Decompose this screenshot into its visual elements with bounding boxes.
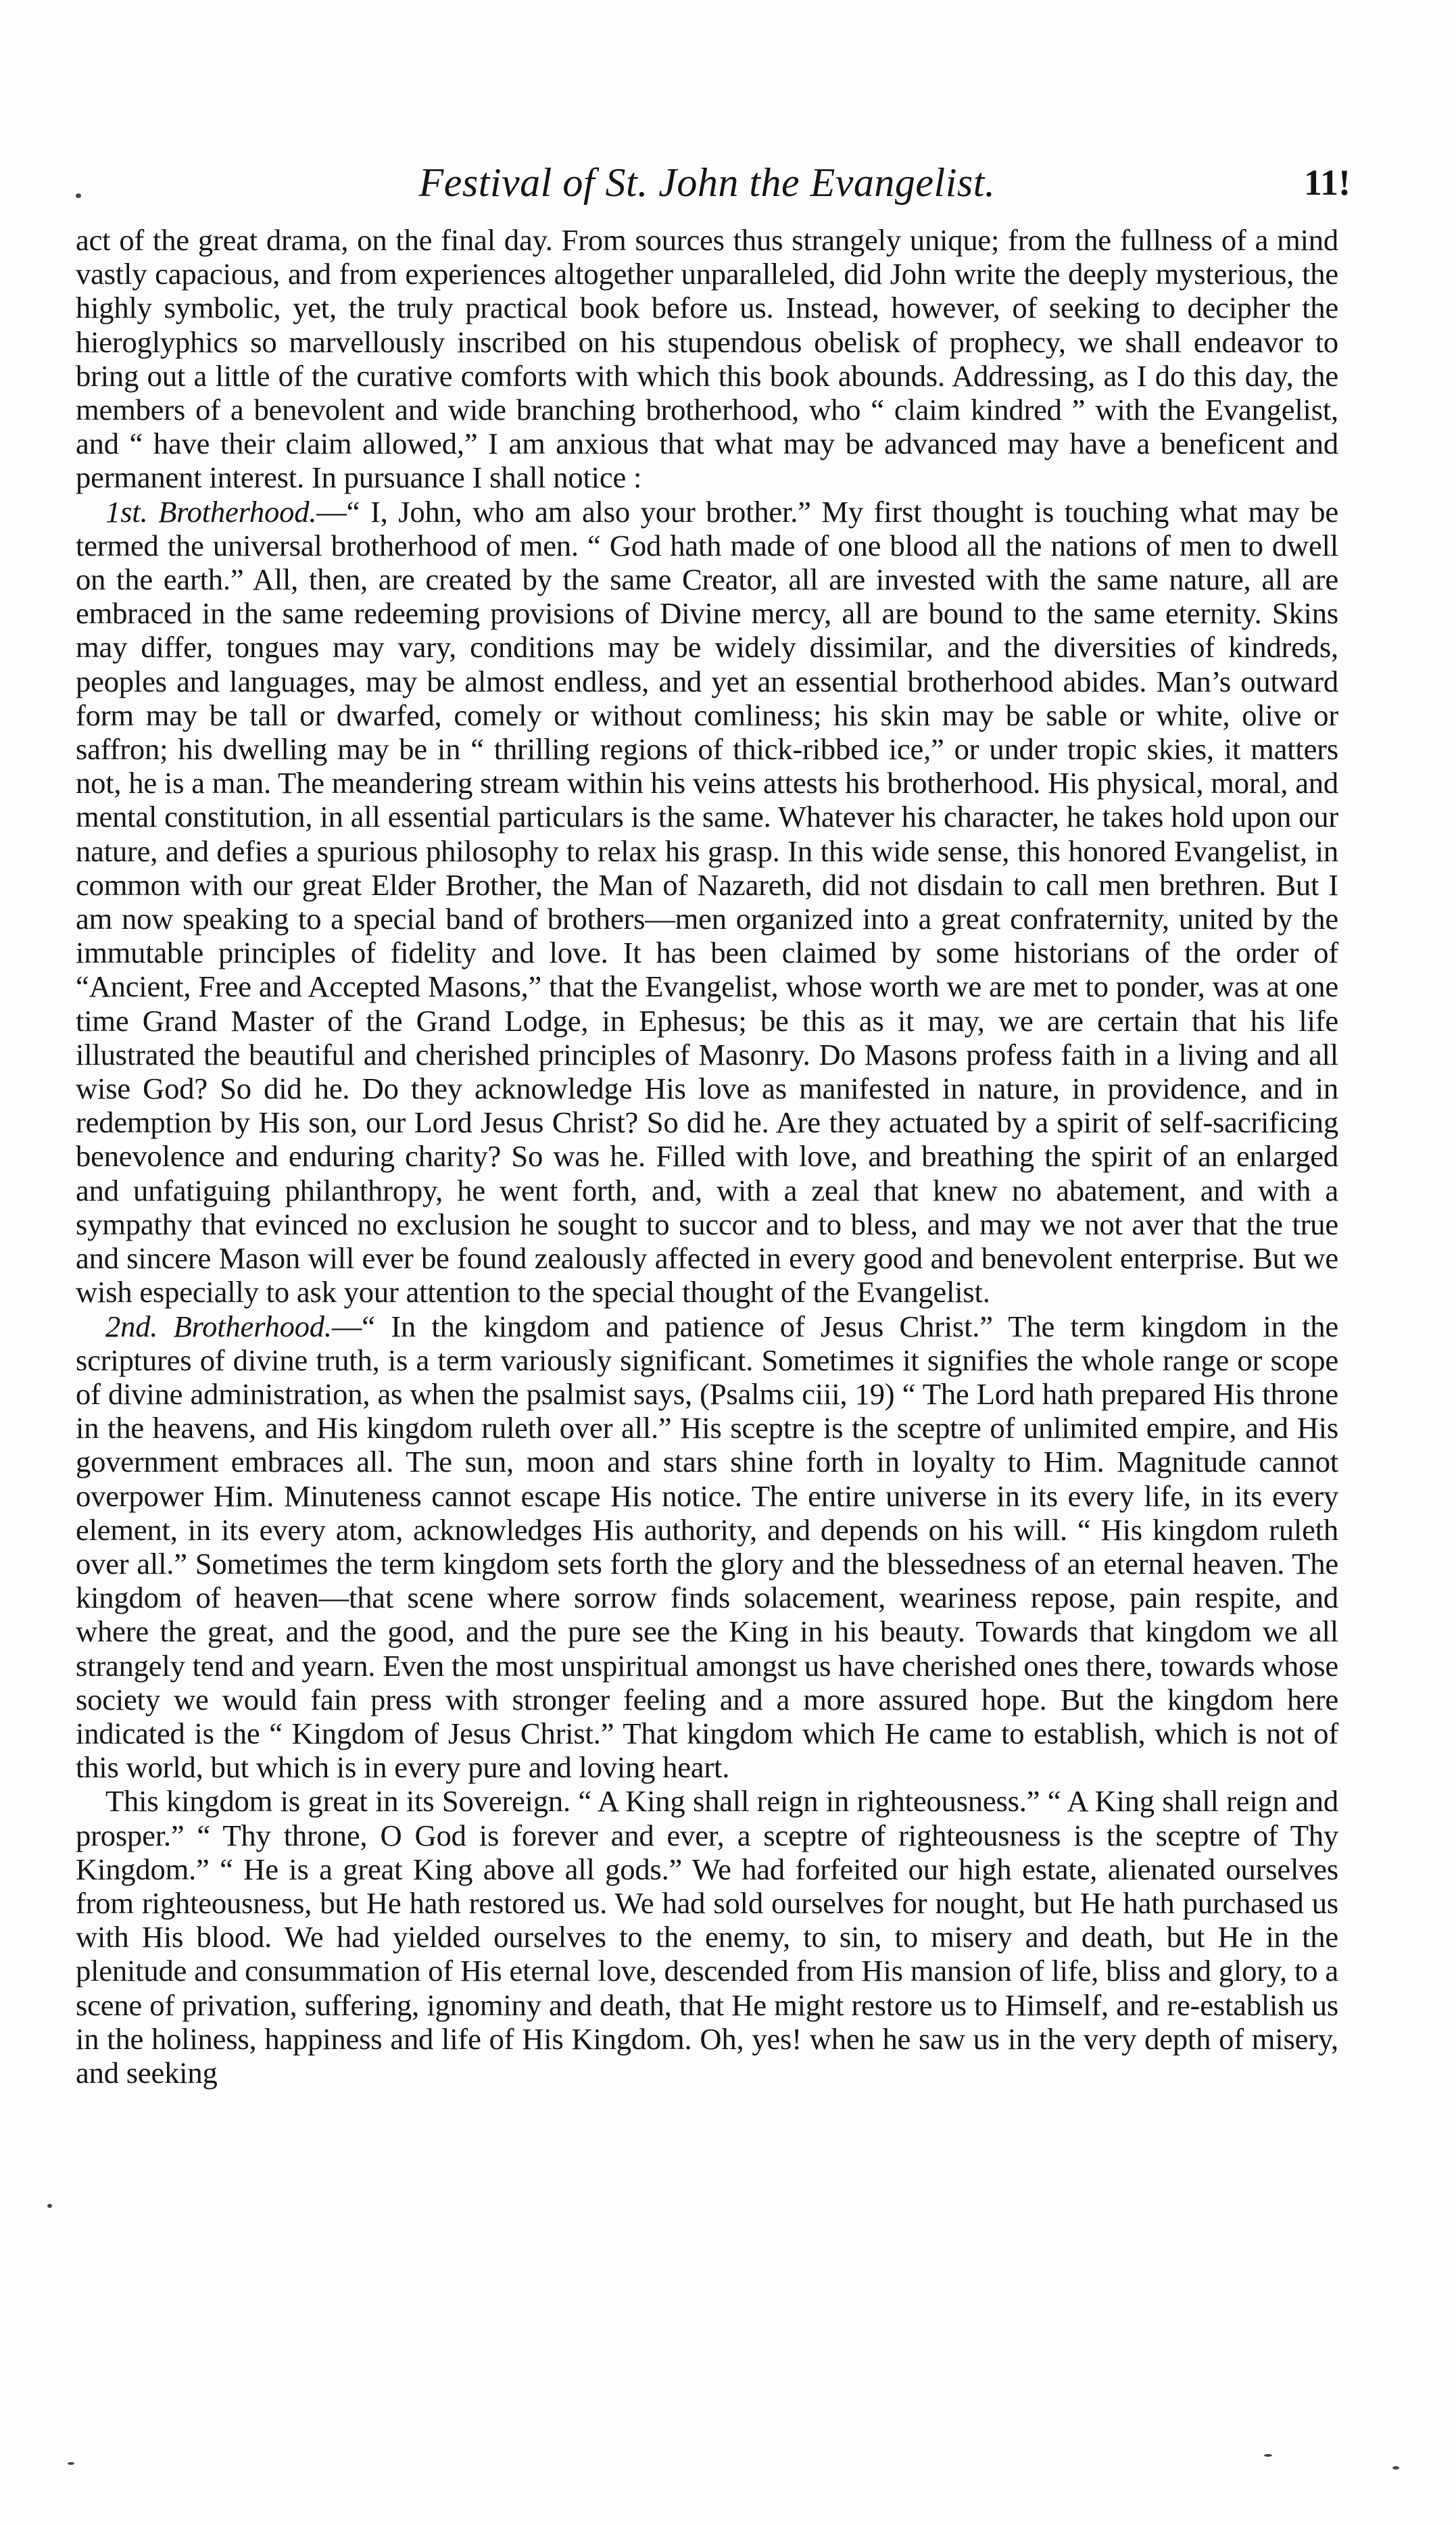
body-text <box>76 223 1338 2090</box>
section-label-brotherhood-2: 2nd. Brotherhood. <box>105 1309 332 1343</box>
running-title: Festival of St. John the Evangelist. <box>418 160 996 205</box>
ink-speck <box>68 2462 74 2465</box>
section-label-brotherhood-1: 1st. Brotherhood. <box>105 494 317 529</box>
paragraph-1 <box>76 223 1338 495</box>
paragraph-3 <box>76 1309 1338 1785</box>
paragraph-text: act of the great drama, on the final day. From sources thus strangely unique; from the fullness of a mind vastly capacious, and from experiences altogether unparalleled, did John write the deeply mysterious, the highly symbolic, yet, the truly practical book before us. Instead, however, of seeking to decipher the hieroglyphics so marvellously inscribed on his stupendous obelisk of prophecy, we shall endeavor to bring out a little of the curative comforts with which this book abounds. Addressing, as I do this day, the members of a benevolent and wide branching brotherhood, who “ claim kindred ” with the Evangelist, and “ have their claim allowed,” I am anxious that what may be advanced may have a beneficent and permanent interest. In pursuance I shall notice : <box>76 223 1338 495</box>
ink-speck <box>1392 2466 1399 2470</box>
paragraph-text: —“ I, John, who am also your brother.” My first thought is touching what may be termed the universal brotherhood of men. “ God hath made of one blood all the nations of men to dwell on the earth.” All, then, are created by the same Creator, all are invested with the same nature, all are embraced in the same redeeming provisions of Divine mercy, all are bound to the same eternity. Skins may differ, tongues may vary, conditions may be widely dissimilar, and the diversities of kindreds, peoples and languages, may be almost endless, and yet an essential brotherhood abides. Man’s outward form may be tall or dwarfed, comely or without comliness; his skin may be sable or white, olive or saffron; his dwelling may be in “ thrilling regions of thick-ribbed ice,” or under tropic skies, it matters not, he is a man. The meandering stream within his veins attests his brotherhood. His physical, moral, and mental constitution, in all essential particulars is the same. Whatever his character, he takes hold upon our nature, and defies a spurious philosophy to relax his grasp. In this wide sense, this honored Evangelist, in common with our great Elder Brother, the Man of Nazareth, did not disdain to call men brethren. But I am now speaking to a special band of brothers—men organized into a great confraternity, united by the immutable principles of fidelity and love. It has been claimed by some historians of the order of “Ancient, Free and Accepted Masons,” that the Evangelist, whose worth we are met to ponder, was at one time Grand Master of the Grand Lodge, in Ephesus; be this as it may, we are certain that his life illustrated the beautiful and cherished principles of Masonry. Do Masons profess faith in a living and all wise God? So did he. Do they acknowledge His love as manifested in nature, in providence, and in redemption by His son, our Lord Jesus Christ? So did he. Are they actuated by a spirit of self-sacrificing benevolence and enduring charity? So was he. Filled with love, and breathing the spirit of an enlarged and unfatiguing philanthropy, he went forth, and, with a zeal that knew no abatement, and with a sympathy that evinced no exclusion he sought to succor and to bless, and may we not aver that the true and sincere Mason will ever be found zealously affected in every good and benevolent enterprise. But we wish especially to ask your attention to the special thought of the Evangelist. <box>76 494 1338 1309</box>
book-page <box>76 155 1351 2090</box>
ink-speck <box>1264 2454 1272 2457</box>
paragraph-text: This kingdom is great in its Sovereign. “ A King shall reign in righteousness.” “ A King shall reign and prosper.” “ Thy throne, O God is forever and ever, a sceptre of righteousness is the sceptre of Thy Kingdom.” “ He is a great King above all gods.” We had forfeited our high estate, alienated ourselves from righteousness, but He hath restored us. We had sold ourselves for nought, but He hath purchased us with His blood. We had yielded ourselves to the enemy, to sin, to misery and death, but He in the plenitude and consummation of His eternal love, descended from His mansion of life, bliss and glory, to a scene of privation, suffering, ignominy and death, that He might restore us to Himself, and re-establish us in the holiness, happiness and life of His Kingdom. Oh, yes! when he saw us in the very depth of misery, and seeking <box>76 1784 1338 2090</box>
ink-speck <box>47 2204 52 2208</box>
ink-speck <box>76 193 81 198</box>
page-header <box>76 155 1351 218</box>
page-number: 11! <box>1303 162 1351 203</box>
paragraph-2 <box>76 495 1338 1309</box>
paragraph-4 <box>76 1784 1338 2090</box>
paragraph-text: —“ In the kingdom and patience of Jesus Christ.” The term kingdom in the scriptures of divine truth, is a term variously significant. Sometimes it signifies the whole range or scope of divine administration, as when the psalmist says, (Psalms ciii, 19) “ The Lord hath prepared His throne in the heavens, and His kingdom ruleth over all.” His sceptre is the sceptre of unlimited empire, and His government embraces all. The sun, moon and stars shine forth in loyalty to Him. Magnitude cannot overpower Him. Minuteness cannot escape His notice. The entire universe in its every life, in its every element, in its every atom, acknowledges His authority, and depends on his will. “ His kingdom ruleth over all.” Sometimes the term kingdom sets forth the glory and the blessedness of an eternal heaven. The kingdom of heaven—that scene where sorrow finds solacement, weariness repose, pain respite, and where the great, and the good, and the pure see the King in his beauty. Towards that kingdom we all strangely tend and yearn. Even the most unspiritual amongst us have cherished ones there, towards whose society we would fain press with stronger feeling and a more assured hope. But the kingdom here indicated is the “ Kingdom of Jesus Christ.” That kingdom which He came to establish, which is not of this world, but which is in every pure and loving heart. <box>76 1309 1338 1785</box>
